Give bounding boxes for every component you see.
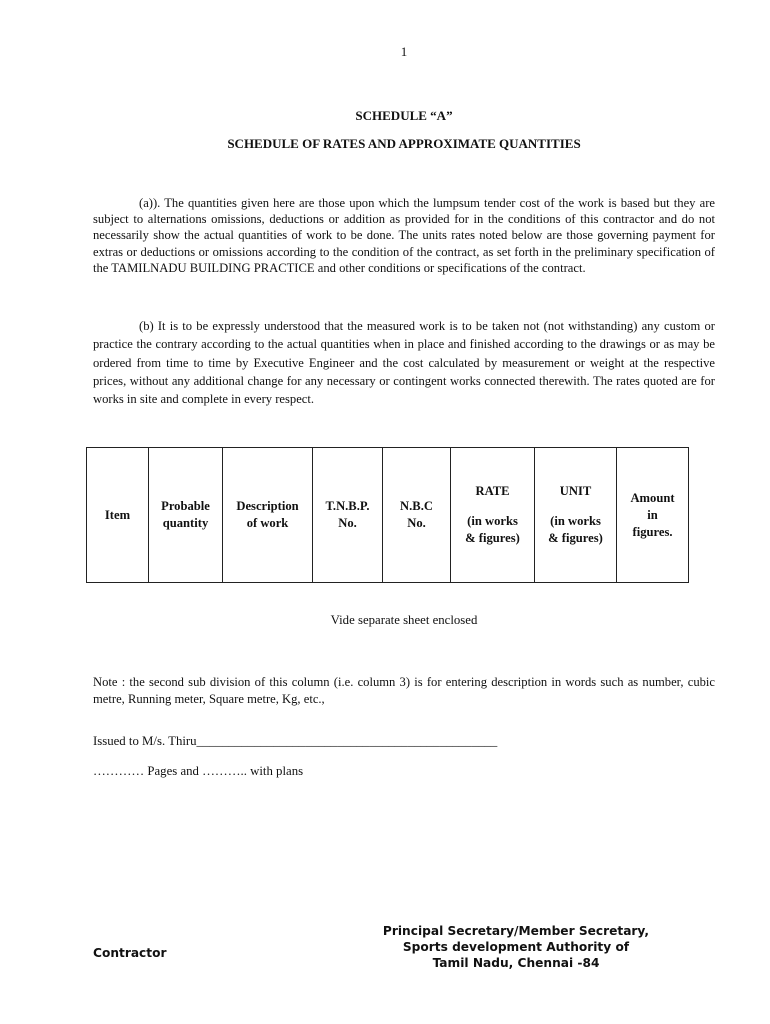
header-unit xyxy=(535,448,617,583)
header-description xyxy=(223,448,313,583)
header-rate xyxy=(451,448,535,583)
vide-separate-sheet-text: Vide separate sheet enclosed xyxy=(330,613,478,627)
contractor-signature-label: Contractor xyxy=(93,946,167,960)
header-text: No. xyxy=(338,516,357,530)
header-nbc xyxy=(383,448,451,583)
header-text: RATE xyxy=(475,484,510,498)
pages-and-plans-line: ………… Pages and ……….. with plans xyxy=(93,764,304,778)
issued-to-line: Issued to M/s. Thiru_______________________________________________ xyxy=(93,734,498,748)
header-text: quantity xyxy=(162,516,209,530)
header-text: T.N.B.P. xyxy=(325,499,370,513)
header-text: Description xyxy=(236,499,299,513)
header-text: No. xyxy=(407,516,426,530)
header-item xyxy=(87,448,149,583)
schedule-title: SCHEDULE “A” xyxy=(355,108,453,123)
header-text: Amount xyxy=(630,490,675,505)
page-number: 1 xyxy=(400,44,408,59)
header-tnbp xyxy=(313,448,383,583)
note-text: Note : the second sub division of this column (i.e. column 3) is for entering description in words such as number, cubic metre, Running meter, Square metre, Kg, etc., xyxy=(93,675,715,706)
header-text: (in works xyxy=(550,514,601,528)
header-amount xyxy=(617,448,689,583)
header-probable-quantity xyxy=(149,448,223,583)
header-text: & figures) xyxy=(548,531,603,545)
header-text: N.B.C xyxy=(400,499,433,513)
paragraph-a-text: (a)). The quantities given here are those upon which the lumpsum tender cost of the work is based but they are subject to alternations omissions, deductions or addition as provided for in the conditions of this contractor and do not necessarily show the actual quantities of work to be done. The units rates noted below are those governing payment for extras or deductions or omissions according to the condition of the contract, as set forth in the preliminary specification of the TAMILNADU BUILDING PRACTICE and other conditions or specifications of the contract. xyxy=(93,196,715,275)
header-text: UNIT xyxy=(559,484,592,498)
header-text: & figures) xyxy=(465,531,520,545)
schedule-subtitle: SCHEDULE OF RATES AND APPROXIMATE QUANTITIES xyxy=(227,136,581,151)
secretary-line: Tamil Nadu, Chennai -84 xyxy=(432,956,600,970)
header-text: Probable xyxy=(161,499,210,513)
header-text: figures. xyxy=(632,524,673,539)
secretary-line: Principal Secretary/Member Secretary, xyxy=(382,924,650,938)
header-text: (in works xyxy=(467,514,518,528)
secretary-signature-block xyxy=(356,923,676,971)
secretary-line: Sports development Authority of xyxy=(402,940,630,954)
header-item-text: Item xyxy=(104,507,131,522)
paragraph-a xyxy=(93,195,715,276)
header-text: of work xyxy=(246,516,289,530)
schedule-table xyxy=(86,447,689,583)
paragraph-b xyxy=(93,317,715,408)
header-text: in xyxy=(647,507,658,522)
paragraph-b-text: (b) It is to be expressly understood that the measured work is to be taken not (not withstanding) any custom or practice the contrary according to the actual quantities when in place and finished according to the drawings or as may be ordered from time to time by Executive Engineer and the cost calculated by measurement or weight at the respective prices, without any additional change for any necessary or contingent works connected therewith. The rates quoted are for works in site and complete in every respect. xyxy=(93,319,715,407)
